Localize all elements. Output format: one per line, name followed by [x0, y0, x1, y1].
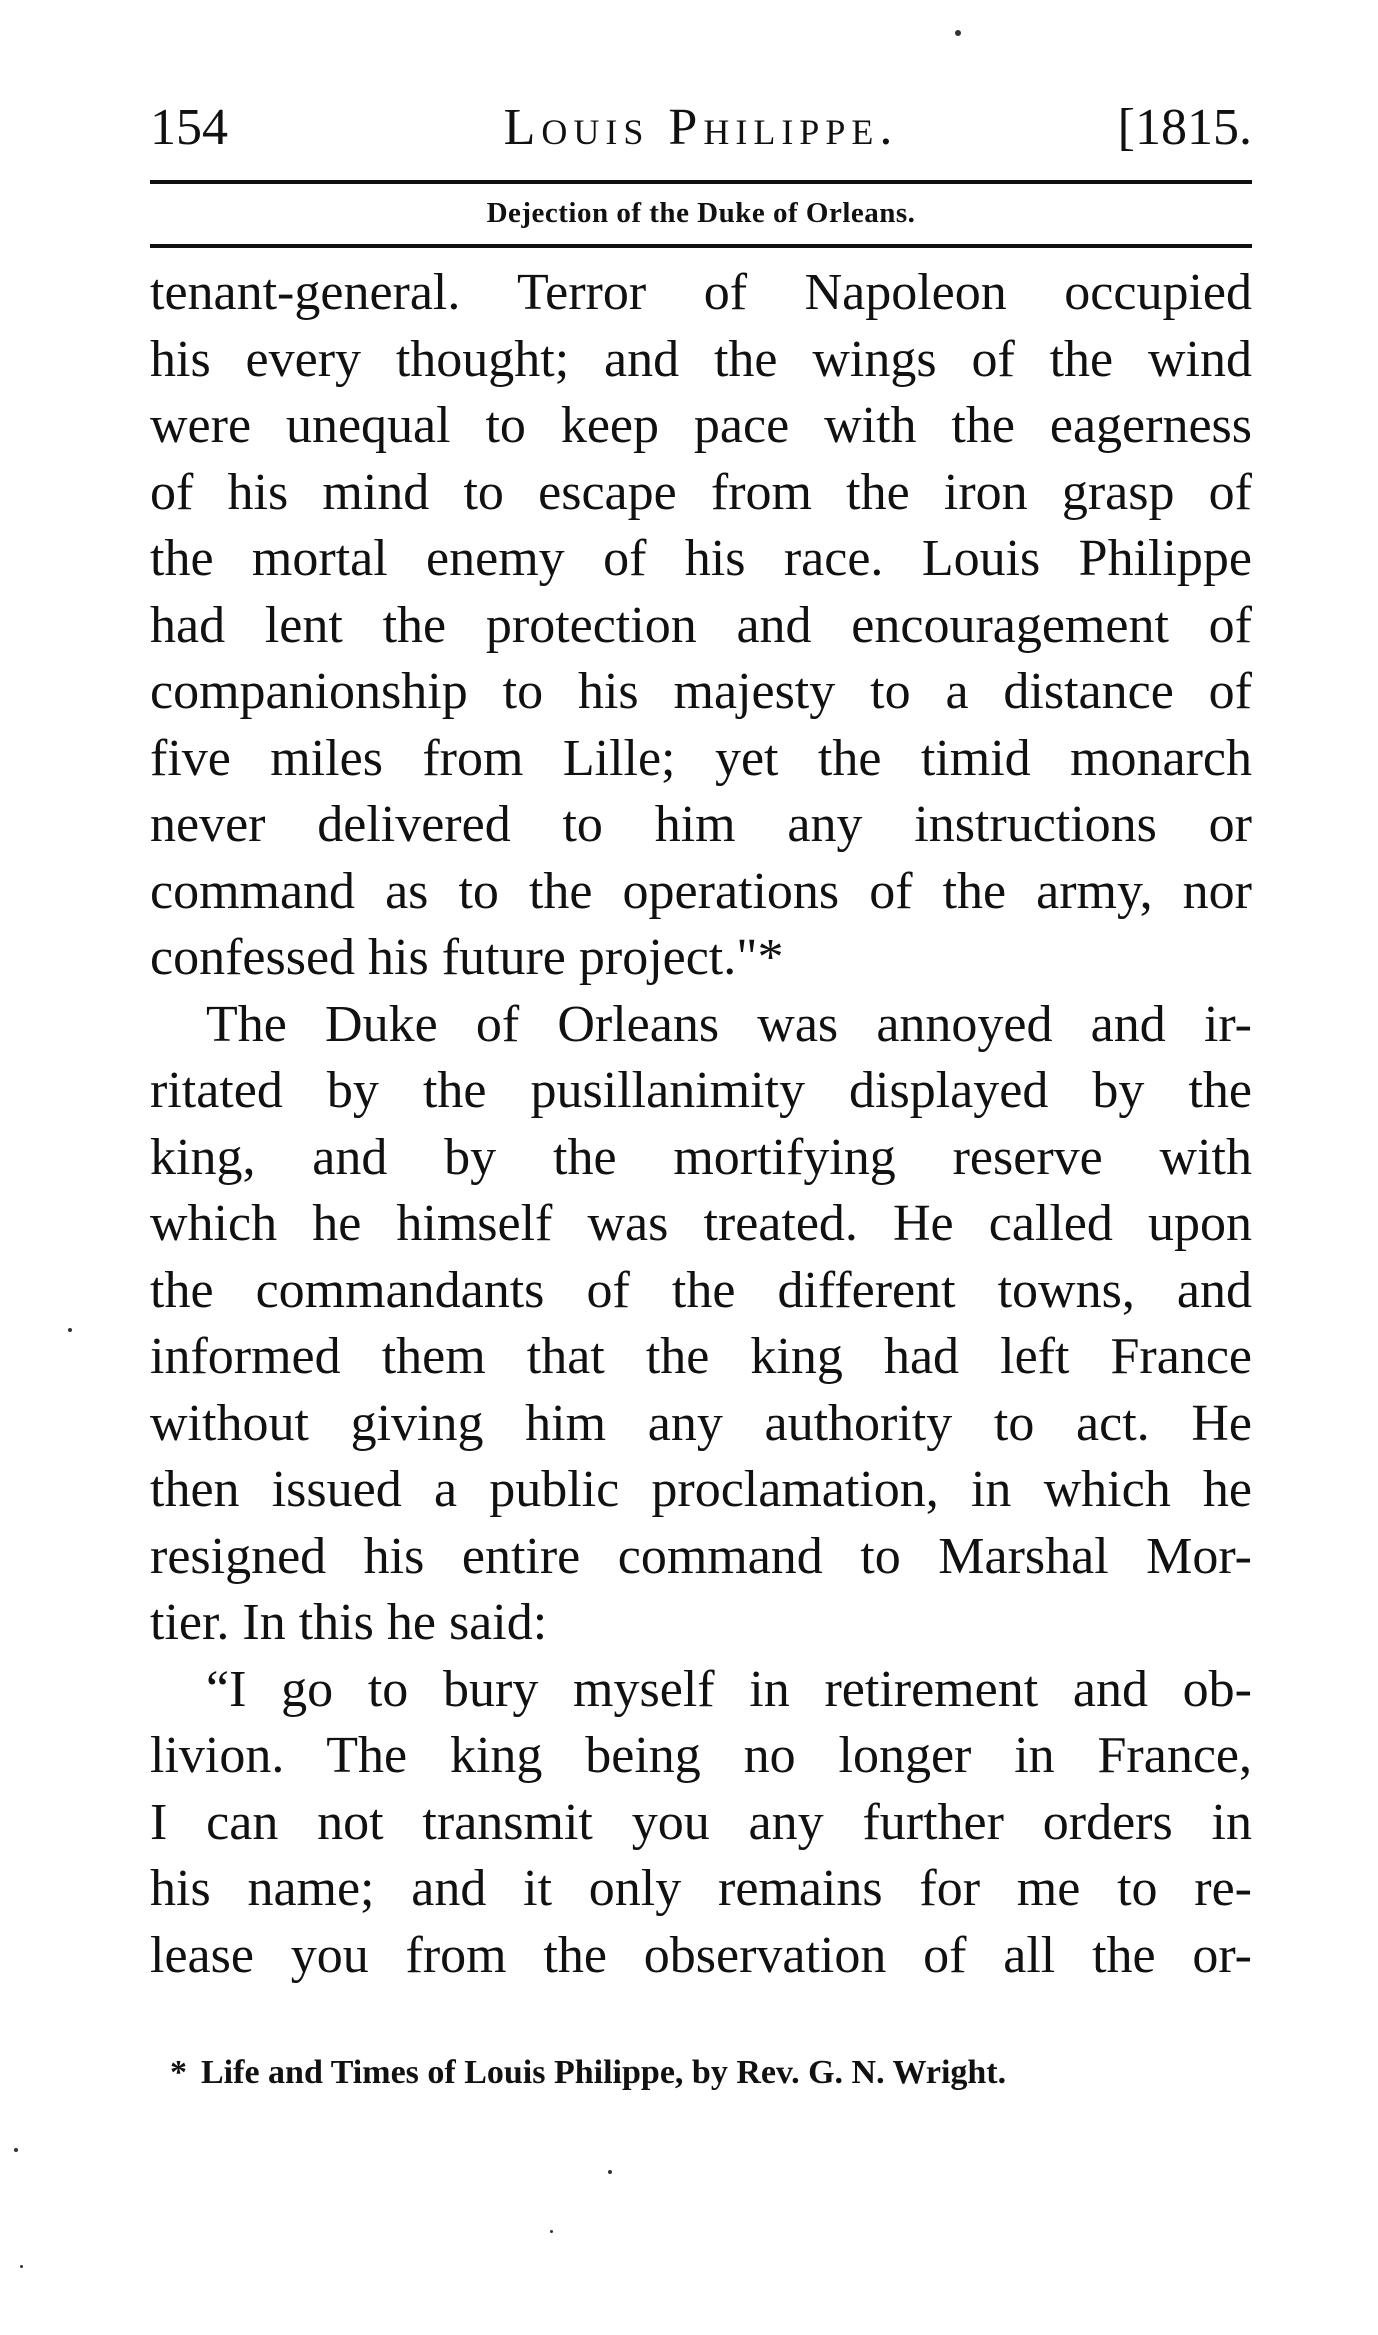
- text-line: had lent the protection and encouragement of: [150, 596, 1252, 654]
- text-line: were unequal to keep pace with the eagerness: [150, 397, 1252, 454]
- text-line: confessed his future project."*: [150, 929, 784, 986]
- section-heading: Dejection of the Duke of Orleans.: [486, 197, 916, 229]
- text-line: tenant-general. Terror of Napoleon occupied: [150, 264, 1252, 321]
- text-line: then issued a public proclamation, in which he: [150, 1461, 1252, 1518]
- body-text: [150, 260, 1252, 1989]
- text-line: companionship to his majesty to a distance of: [150, 663, 1252, 720]
- text-line: resigned his entire command to Marshal Mor-: [150, 1527, 1252, 1585]
- text-line: tier. In this he said:: [150, 1594, 548, 1651]
- text-line: lease you from the observation of all the or-: [150, 1926, 1252, 1984]
- text-line: livion. The king being no longer in France,: [150, 1727, 1252, 1784]
- text-line: ritated by the pusillanimity displayed by the: [150, 1062, 1252, 1119]
- header-rule-bottom: [150, 244, 1252, 248]
- book-title: Louis Philippe.: [503, 99, 899, 156]
- text-line: his every thought; and the wings of the wind: [150, 330, 1252, 388]
- paper-speck: [14, 2148, 18, 2152]
- paper-speck: [20, 2265, 23, 2268]
- text-line: his name; and it only remains for me to re-: [150, 1860, 1252, 1917]
- footnote-mark: *: [170, 2054, 187, 2091]
- text-line: the commandants of the different towns, and: [150, 1261, 1252, 1319]
- paper-speck: [68, 1328, 72, 1332]
- text-line: the mortal enemy of his race. Louis Philippe: [150, 530, 1252, 587]
- paragraph-start-line: The Duke of Orleans was annoyed and ir-: [206, 995, 1252, 1053]
- text-line: king, and by the mortifying reserve with: [150, 1128, 1252, 1186]
- page-number: 154: [150, 99, 228, 156]
- paragraph-start-line: “I go to bury myself in retirement and ob-: [206, 1660, 1252, 1718]
- text-line: of his mind to escape from the iron grasp of: [150, 463, 1252, 521]
- text-line: which he himself was treated. He called upon: [150, 1195, 1252, 1252]
- paper-speck: [608, 2170, 612, 2174]
- header-rule-top: [150, 180, 1252, 184]
- text-line: never delivered to him any instructions or: [150, 796, 1252, 853]
- paper-speck: [550, 2230, 553, 2233]
- year-label: [1815.: [1117, 99, 1252, 156]
- text-line: five miles from Lille; yet the timid monarch: [150, 729, 1252, 787]
- text-line: informed them that the king had left France: [150, 1328, 1252, 1385]
- footnote: [170, 2048, 1252, 2098]
- paper-speck: [955, 30, 961, 36]
- footnote-text: Life and Times of Louis Philippe, by Rev. G. N. Wright.: [201, 2054, 1007, 2091]
- text-line: without giving him any authority to act. He: [150, 1394, 1252, 1452]
- running-head: [150, 88, 1252, 168]
- text-line: command as to the operations of the army, nor: [150, 862, 1252, 920]
- text-line: I can not transmit you any further orders in: [150, 1793, 1252, 1851]
